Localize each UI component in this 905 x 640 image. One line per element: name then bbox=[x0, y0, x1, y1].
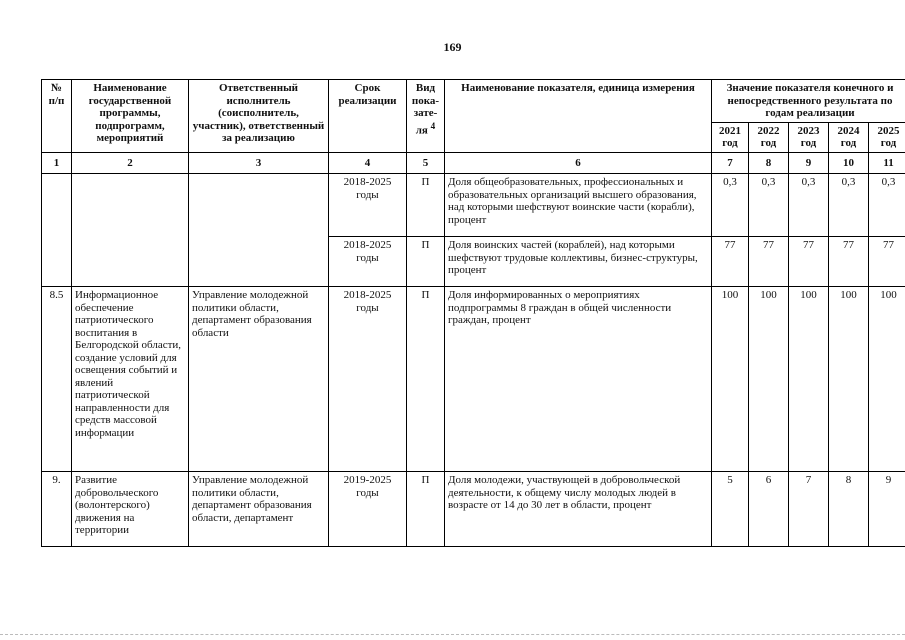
row-name bbox=[72, 174, 189, 287]
column-number: 2 bbox=[72, 152, 189, 174]
column-number: 7 bbox=[712, 152, 749, 174]
row-kind: П bbox=[407, 174, 445, 237]
row-value: 100 bbox=[789, 287, 829, 472]
row-value: 8 bbox=[829, 472, 869, 547]
row-value: 0,3 bbox=[829, 174, 869, 237]
row-value: 0,3 bbox=[749, 174, 789, 237]
row-num: 8.5 bbox=[42, 287, 72, 472]
scan-edge-artifact bbox=[0, 634, 905, 637]
row-value: 77 bbox=[749, 237, 789, 287]
row-executor: Управление молодежной политики области, департамент образования области, департамент bbox=[189, 472, 329, 547]
column-number: 10 bbox=[829, 152, 869, 174]
header-program: Наименование государственной программы, подпрограмм, мероприятий bbox=[72, 80, 189, 153]
row-name: Развитие добровольческого (волонтерского) движения на территории bbox=[72, 472, 189, 547]
row-indicator: Доля воинских частей (кораблей), над которыми шефствуют трудовые коллективы, бизнес-структуры, процент bbox=[445, 237, 712, 287]
header-kind-label: Вид пока-зате-ля bbox=[411, 82, 440, 137]
header-executor: Ответственный исполнитель (соисполнитель, участник), ответственный за реализацию bbox=[189, 80, 329, 153]
row-value: 0,3 bbox=[869, 174, 905, 237]
row-indicator: Доля молодежи, участвующей в добровольческой деятельности, к общему числу молодых людей в возрасте от 14 до 30 лет в области, процент bbox=[445, 472, 712, 547]
row-value: 9 bbox=[869, 472, 905, 547]
row-executor bbox=[189, 174, 329, 287]
header-year: 2025 год bbox=[869, 122, 905, 152]
row-term: 2019-2025 годы bbox=[329, 472, 407, 547]
header-kind-footnote: 4 bbox=[430, 120, 436, 131]
row-term: 2018-2025 годы bbox=[329, 237, 407, 287]
row-value: 0,3 bbox=[712, 174, 749, 237]
row-value: 77 bbox=[789, 237, 829, 287]
table-row bbox=[42, 174, 905, 237]
column-number: 5 bbox=[407, 152, 445, 174]
row-value: 0,3 bbox=[789, 174, 829, 237]
row-value: 6 bbox=[749, 472, 789, 547]
column-number: 9 bbox=[789, 152, 829, 174]
row-value: 100 bbox=[829, 287, 869, 472]
row-value: 77 bbox=[712, 237, 749, 287]
header-indicator: Наименование показателя, единица измерения bbox=[445, 80, 712, 153]
column-number: 3 bbox=[189, 152, 329, 174]
row-value: 100 bbox=[712, 287, 749, 472]
column-number: 8 bbox=[749, 152, 789, 174]
row-value: 100 bbox=[869, 287, 905, 472]
header-term: Срок реализации bbox=[329, 80, 407, 153]
column-number: 4 bbox=[329, 152, 407, 174]
row-value: 77 bbox=[829, 237, 869, 287]
row-executor: Управление молодежной политики области, департамент образования области bbox=[189, 287, 329, 472]
page-number: 169 bbox=[443, 40, 462, 54]
row-value: 7 bbox=[789, 472, 829, 547]
row-num: 9. bbox=[42, 472, 72, 547]
row-kind: П bbox=[407, 287, 445, 472]
header-values: Значение показателя конечного и непосредственного результата по годам реализации bbox=[712, 80, 905, 123]
row-term: 2018-2025 годы bbox=[329, 287, 407, 472]
table-row bbox=[42, 472, 905, 547]
row-value: 77 bbox=[869, 237, 905, 287]
header-num: № п/п bbox=[42, 80, 72, 153]
table-row bbox=[42, 287, 905, 472]
row-num bbox=[42, 174, 72, 287]
row-term: 2018-2025 годы bbox=[329, 174, 407, 237]
header-year: 2022 год bbox=[749, 122, 789, 152]
indicators-table bbox=[41, 79, 905, 547]
header-year: 2024 год bbox=[829, 122, 869, 152]
row-value: 100 bbox=[749, 287, 789, 472]
column-number: 11 bbox=[869, 152, 905, 174]
header-year: 2021 год bbox=[712, 122, 749, 152]
row-kind: П bbox=[407, 472, 445, 547]
column-number: 1 bbox=[42, 152, 72, 174]
row-indicator: Доля информированных о мероприятиях подпрограммы 8 граждан в общей численности граждан, процент bbox=[445, 287, 712, 472]
row-indicator: Доля общеобразовательных, профессиональных и образовательных организаций высшего образования, над которыми шефствуют воинские части (корабли), процент bbox=[445, 174, 712, 237]
row-kind: П bbox=[407, 237, 445, 287]
header-row bbox=[42, 80, 905, 123]
column-numbers-row bbox=[42, 152, 905, 174]
header-kind bbox=[407, 80, 445, 153]
column-number: 6 bbox=[445, 152, 712, 174]
header-year: 2023 год bbox=[789, 122, 829, 152]
row-name: Информационное обеспечение патриотического воспитания в Белгородской области, создание условий для освещения событий и явлений патриотической направленности для средств массовой информации bbox=[72, 287, 189, 472]
row-value: 5 bbox=[712, 472, 749, 547]
